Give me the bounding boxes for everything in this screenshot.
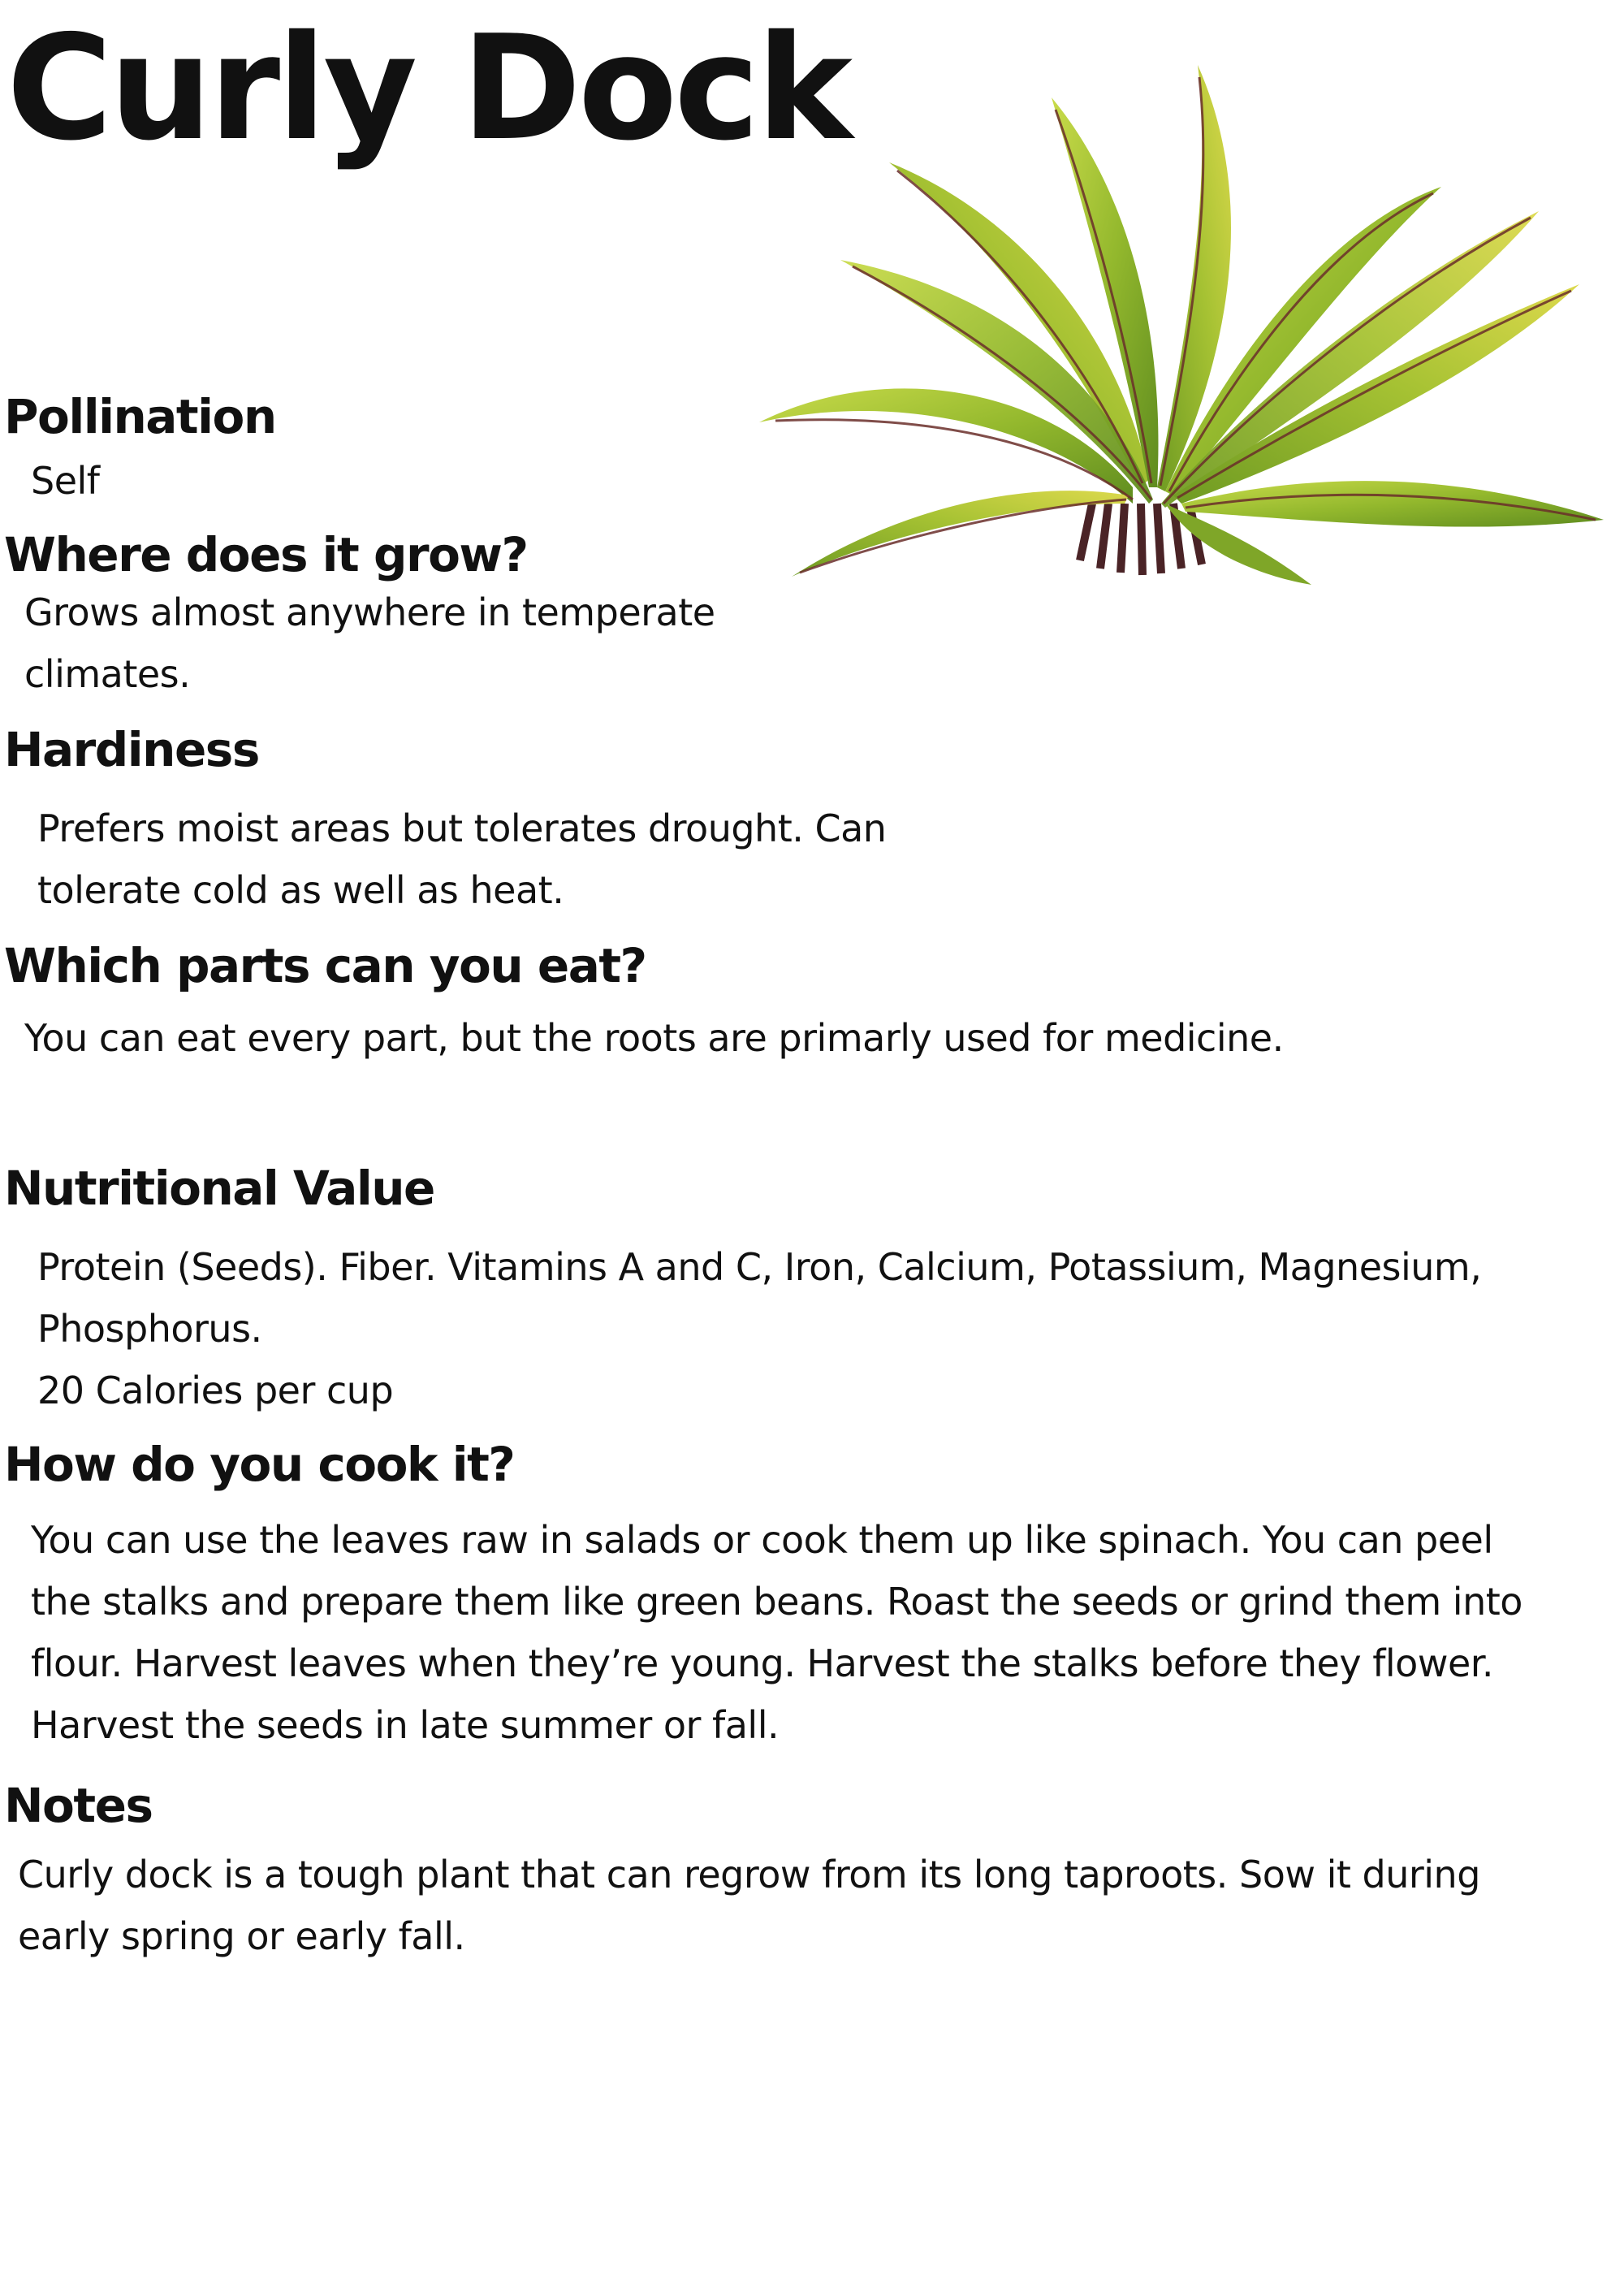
cooking-line-1: You can use the leaves raw in salads or cook them up like spinach. You can peel bbox=[31, 1518, 1493, 1562]
heading-notes: Notes bbox=[4, 1778, 153, 1833]
plant-illustration bbox=[743, 49, 1620, 601]
hardiness-line-2: tolerate cold as well as heat. bbox=[37, 868, 564, 912]
notes-line-2: early spring or early fall. bbox=[18, 1914, 465, 1958]
where-grow-line-2: climates. bbox=[24, 652, 191, 696]
nutrition-text bbox=[37, 1236, 1481, 1421]
heading-where-grow: Where does it grow? bbox=[4, 527, 528, 582]
nutrition-line-2: Phosphorus. bbox=[37, 1307, 262, 1351]
heading-hardiness: Hardiness bbox=[4, 722, 259, 777]
notes-text bbox=[18, 1844, 1480, 1967]
page-title: Curly Dock bbox=[6, 4, 850, 172]
heading-pollination: Pollination bbox=[4, 389, 276, 444]
edible-parts-text bbox=[24, 1007, 1284, 1069]
cooking-text bbox=[31, 1509, 1522, 1756]
nutrition-line-3: 20 Calories per cup bbox=[37, 1369, 394, 1412]
pollination-line-1: Self bbox=[31, 459, 100, 503]
cooking-line-2: the stalks and prepare them like green beans. Roast the seeds or grind them into bbox=[31, 1580, 1522, 1624]
plant-leaves bbox=[759, 65, 1604, 585]
nutrition-line-1: Protein (Seeds). Fiber. Vitamins A and C, Iron, Calcium, Potassium, Magnesium, bbox=[37, 1245, 1482, 1289]
notes-line-1: Curly dock is a tough plant that can regrow from its long taproots. Sow it during bbox=[18, 1853, 1480, 1896]
where-grow-line-1: Grows almost anywhere in temperate bbox=[24, 590, 715, 634]
cooking-line-3: flour. Harvest leaves when they’re young. Harvest the stalks before they flower. bbox=[31, 1641, 1494, 1685]
heading-edible-parts: Which parts can you eat? bbox=[4, 938, 646, 993]
hardiness-text bbox=[37, 798, 886, 921]
cooking-line-4: Harvest the seeds in late summer or fall. bbox=[31, 1703, 780, 1747]
hardiness-line-1: Prefers moist areas but tolerates drought. Can bbox=[37, 807, 887, 850]
heading-cooking: How do you cook it? bbox=[4, 1437, 515, 1492]
heading-nutrition: Nutritional Value bbox=[4, 1161, 434, 1216]
pollination-text bbox=[31, 450, 99, 512]
edible-parts-line-1: You can eat every part, but the roots are primarly used for medicine. bbox=[24, 1016, 1284, 1060]
where-grow-text bbox=[24, 582, 715, 705]
